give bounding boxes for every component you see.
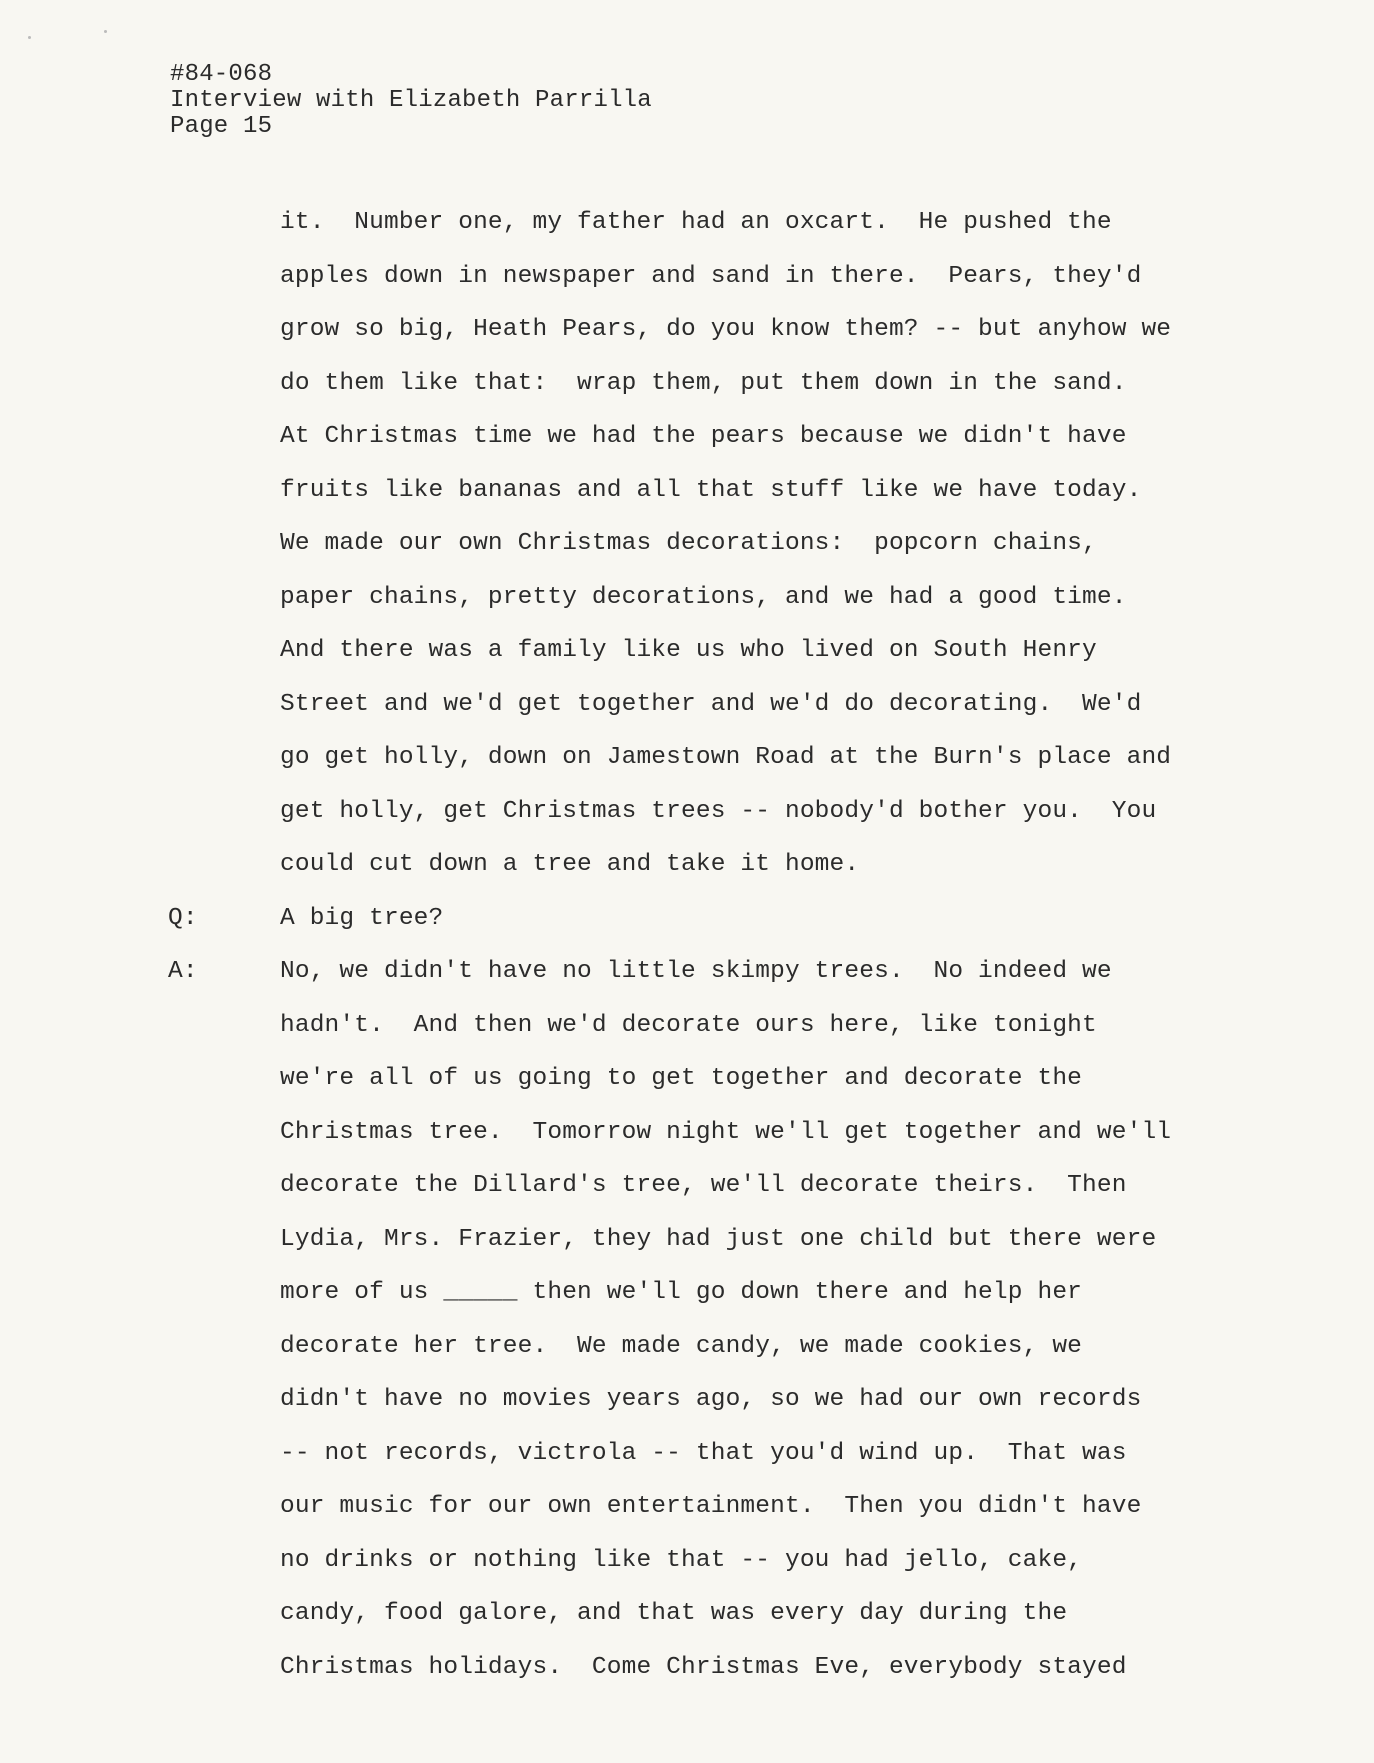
line-text: A big tree? bbox=[280, 904, 444, 932]
transcript-line bbox=[0, 1587, 1374, 1641]
page-number: Page 15 bbox=[170, 113, 273, 140]
line-text: go get holly, down on Jamestown Road at the Burn's place and bbox=[280, 744, 1172, 771]
transcript-line bbox=[0, 303, 1374, 357]
page-header bbox=[170, 62, 652, 140]
paper-speck bbox=[104, 30, 107, 33]
line-text: hadn't. And then we'd decorate ours here, like tonight bbox=[280, 1011, 1097, 1039]
transcript-line bbox=[0, 1052, 1374, 1106]
transcript-line bbox=[0, 678, 1374, 732]
line-text: get holly, get Christmas trees -- nobody'd bother you. You bbox=[280, 797, 1157, 825]
transcript-line bbox=[0, 1373, 1374, 1427]
line-text: candy, food galore, and that was every day during the bbox=[280, 1600, 1068, 1627]
transcript-line bbox=[0, 357, 1374, 411]
line-text: fruits like bananas and all that stuff like we have today. bbox=[280, 476, 1142, 504]
document-title: Interview with Elizabeth Parrilla bbox=[170, 87, 652, 114]
document-id: #84-068 bbox=[170, 61, 273, 88]
paper-speck bbox=[28, 36, 31, 39]
line-text: Christmas tree. Tomorrow night we'll get together and we'll bbox=[280, 1118, 1172, 1146]
transcript-line bbox=[0, 785, 1374, 839]
line-text: -- not records, victrola -- that you'd wind up. That was bbox=[280, 1439, 1127, 1467]
transcript-line bbox=[0, 838, 1374, 892]
line-text: could cut down a tree and take it home. bbox=[280, 851, 860, 878]
line-text: decorate the Dillard's tree, we'll decorate theirs. Then bbox=[280, 1172, 1127, 1199]
line-text: no drinks or nothing like that -- you had jello, cake, bbox=[280, 1546, 1083, 1574]
transcript-line bbox=[0, 250, 1374, 304]
transcript-line bbox=[0, 945, 1374, 999]
transcript-line bbox=[0, 196, 1374, 250]
transcript-line bbox=[0, 1427, 1374, 1481]
line-text: decorate her tree. We made candy, we made cookies, we bbox=[280, 1332, 1083, 1360]
transcript-line bbox=[0, 464, 1374, 518]
transcript-line bbox=[0, 571, 1374, 625]
line-text: grow so big, Heath Pears, do you know them? -- but anyhow we bbox=[280, 316, 1172, 343]
line-text: Christmas holidays. Come Christmas Eve, everybody stayed bbox=[280, 1653, 1127, 1681]
line-text: Street and we'd get together and we'd do decorating. We'd bbox=[280, 690, 1142, 718]
line-text: And there was a family like us who lived on South Henry bbox=[280, 637, 1097, 664]
line-text: paper chains, pretty decorations, and we had a good time. bbox=[280, 583, 1127, 611]
transcript-line bbox=[0, 410, 1374, 464]
line-text: Lydia, Mrs. Frazier, they had just one child but there were bbox=[280, 1225, 1157, 1253]
transcript-line bbox=[0, 1480, 1374, 1534]
transcript-line bbox=[0, 517, 1374, 571]
transcript-line bbox=[0, 624, 1374, 678]
transcript-line bbox=[0, 999, 1374, 1053]
line-text: No, we didn't have no little skimpy trees. No indeed we bbox=[280, 958, 1112, 985]
line-text: do them like that: wrap them, put them down in the sand. bbox=[280, 369, 1127, 397]
line-text: We made our own Christmas decorations: popcorn chains, bbox=[280, 530, 1097, 557]
transcript-line bbox=[0, 1266, 1374, 1320]
line-text: more of us _____ then we'll go down there and help her bbox=[280, 1279, 1083, 1306]
transcript-line bbox=[0, 731, 1374, 785]
transcript-body bbox=[0, 196, 1374, 1694]
line-text: didn't have no movies years ago, so we had our own records bbox=[280, 1386, 1142, 1413]
transcript-line bbox=[0, 1106, 1374, 1160]
speaker-label: Q: bbox=[168, 904, 198, 932]
line-text: apples down in newspaper and sand in there. Pears, they'd bbox=[280, 262, 1142, 290]
line-text: we're all of us going to get together and decorate the bbox=[280, 1065, 1083, 1092]
speaker-label: A: bbox=[168, 958, 198, 985]
transcript-line bbox=[0, 892, 1374, 946]
transcript-line bbox=[0, 1213, 1374, 1267]
line-text: our music for our own entertainment. Then you didn't have bbox=[280, 1493, 1142, 1520]
line-text: At Christmas time we had the pears because we didn't have bbox=[280, 423, 1127, 450]
transcript-line bbox=[0, 1641, 1374, 1695]
line-text: it. Number one, my father had an oxcart. He pushed the bbox=[280, 209, 1112, 236]
transcript-line bbox=[0, 1159, 1374, 1213]
transcript-line bbox=[0, 1320, 1374, 1374]
transcript-line bbox=[0, 1534, 1374, 1588]
